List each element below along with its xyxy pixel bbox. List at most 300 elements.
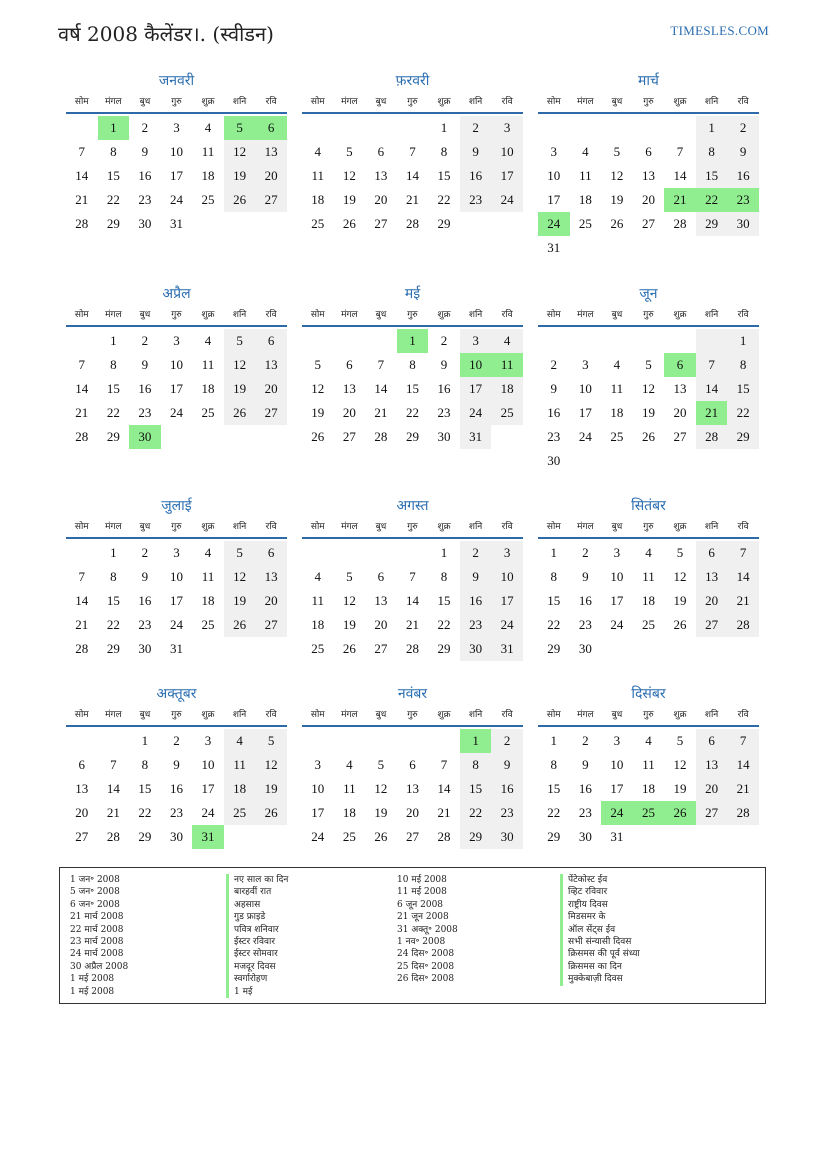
legend-entry: मुक्केबाज़ी दिवस bbox=[560, 973, 640, 985]
day-cell: 23 bbox=[547, 429, 561, 444]
day-cell: 13 bbox=[696, 565, 728, 589]
day-cell: 16 bbox=[138, 593, 152, 608]
empty-cell bbox=[334, 729, 366, 753]
day-cell: 2 bbox=[550, 357, 558, 372]
weekday-label: शनि bbox=[468, 522, 483, 532]
legend-entry: अहसास bbox=[226, 899, 288, 911]
day-cell: 25 bbox=[311, 216, 325, 231]
day-cell: 10 bbox=[201, 757, 215, 772]
day-grid bbox=[66, 729, 287, 849]
day-cell: 27 bbox=[255, 613, 287, 637]
day-cell: 11 bbox=[224, 753, 256, 777]
day-cell: 21 bbox=[374, 405, 388, 420]
day-cell: 29 bbox=[106, 641, 120, 656]
day-cell: 10 bbox=[169, 357, 183, 372]
day-cell: 7 bbox=[377, 357, 385, 372]
weekday-label: शनि bbox=[232, 97, 247, 107]
empty-cell bbox=[538, 329, 570, 353]
day-cell: 6 bbox=[377, 144, 385, 159]
day-cell: 13 bbox=[374, 168, 388, 183]
day-cell: 25 bbox=[201, 192, 215, 207]
day-cell: 30 bbox=[138, 641, 152, 656]
day-cell: 26 bbox=[224, 401, 256, 425]
day-cell: 6 bbox=[78, 757, 86, 772]
day-cell: 7 bbox=[727, 729, 759, 753]
day-cell: 14 bbox=[405, 168, 419, 183]
day-cell: 1 bbox=[696, 116, 728, 140]
day-cell: 18 bbox=[311, 617, 325, 632]
day-cell: 27 bbox=[641, 216, 655, 231]
day-cell: 22 bbox=[547, 805, 561, 820]
day-cell: 4 bbox=[491, 329, 523, 353]
day-cell: 22 bbox=[547, 617, 561, 632]
day-cell: 25 bbox=[224, 801, 256, 825]
day-cell: 3 bbox=[613, 733, 621, 748]
site-link[interactable]: TIMESLES.COM bbox=[670, 23, 769, 38]
day-grid bbox=[538, 729, 759, 849]
day-cell: 12 bbox=[311, 381, 325, 396]
day-grid bbox=[538, 541, 759, 661]
day-cell: 23 bbox=[460, 188, 492, 212]
day-cell: 21 bbox=[405, 192, 419, 207]
day-cell: 15 bbox=[727, 377, 759, 401]
empty-cell bbox=[66, 329, 98, 353]
weekday-label: रवि bbox=[737, 310, 749, 320]
day-cell: 15 bbox=[437, 168, 451, 183]
day-cell: 4 bbox=[204, 545, 212, 560]
empty-cell bbox=[66, 541, 98, 565]
weekday-label: सोम bbox=[310, 310, 325, 320]
month-calendar bbox=[538, 683, 759, 849]
holiday-day-cell: 11 bbox=[491, 353, 523, 377]
day-cell: 10 bbox=[169, 144, 183, 159]
holiday-day-cell: 26 bbox=[664, 801, 696, 825]
day-cell: 7 bbox=[409, 144, 416, 159]
weekday-label: बुध bbox=[375, 710, 387, 720]
day-cell: 26 bbox=[641, 429, 655, 444]
day-cell: 29 bbox=[405, 429, 419, 444]
day-cell: 7 bbox=[696, 353, 728, 377]
weekday-label: गुरु bbox=[643, 710, 654, 720]
day-cell: 28 bbox=[696, 425, 728, 449]
day-cell: 23 bbox=[169, 805, 183, 820]
day-cell: 31 bbox=[169, 641, 183, 656]
month-calendar bbox=[66, 683, 287, 849]
day-cell: 23 bbox=[138, 405, 152, 420]
day-cell: 12 bbox=[673, 757, 687, 772]
day-cell: 8 bbox=[141, 757, 149, 772]
day-cell: 13 bbox=[374, 593, 388, 608]
day-cell: 5 bbox=[645, 357, 652, 372]
day-cell: 5 bbox=[255, 729, 287, 753]
day-cell: 20 bbox=[696, 589, 728, 613]
legend-entry: 25 दिस॰ 2008 bbox=[397, 961, 455, 972]
day-cell: 3 bbox=[204, 733, 212, 748]
day-cell: 21 bbox=[405, 617, 419, 632]
day-cell: 25 bbox=[201, 405, 215, 420]
day-cell: 24 bbox=[610, 617, 624, 632]
weekday-label: रवि bbox=[265, 522, 277, 532]
day-cell: 28 bbox=[75, 216, 89, 231]
weekday-label: मंगल bbox=[105, 710, 122, 720]
empty-cell bbox=[334, 329, 366, 353]
day-cell: 5 bbox=[346, 569, 353, 584]
month-name: मार्च bbox=[638, 73, 659, 89]
day-cell: 28 bbox=[75, 641, 89, 656]
holiday-day-cell: 21 bbox=[664, 188, 696, 212]
day-cell: 24 bbox=[169, 617, 183, 632]
day-cell: 13 bbox=[696, 753, 728, 777]
empty-cell bbox=[570, 329, 602, 353]
day-cell: 27 bbox=[374, 641, 388, 656]
month-name: दिसंबर bbox=[631, 686, 666, 702]
day-cell: 11 bbox=[642, 757, 655, 772]
weekday-label: रवि bbox=[265, 97, 277, 107]
day-cell: 2 bbox=[141, 545, 149, 560]
day-cell: 18 bbox=[641, 781, 655, 796]
weekday-label: रवि bbox=[265, 310, 277, 320]
weekday-label: शनि bbox=[704, 97, 719, 107]
day-cell: 4 bbox=[204, 333, 212, 348]
day-cell: 25 bbox=[641, 617, 655, 632]
day-cell: 30 bbox=[437, 429, 451, 444]
day-cell: 6 bbox=[255, 541, 287, 565]
day-cell: 9 bbox=[550, 381, 558, 396]
day-cell: 14 bbox=[727, 753, 759, 777]
day-cell: 14 bbox=[75, 168, 89, 183]
weekday-label: रवि bbox=[501, 522, 513, 532]
day-cell: 28 bbox=[673, 216, 687, 231]
day-cell: 10 bbox=[610, 757, 624, 772]
day-cell: 2 bbox=[491, 729, 523, 753]
weekday-label: रवि bbox=[501, 710, 513, 720]
day-cell: 6 bbox=[377, 569, 385, 584]
day-cell: 9 bbox=[491, 753, 523, 777]
day-cell: 11 bbox=[579, 168, 592, 183]
day-cell: 2 bbox=[141, 333, 149, 348]
day-cell: 2 bbox=[582, 733, 589, 748]
legend-entry: पवित्र शनिवार bbox=[226, 924, 288, 936]
day-cell: 26 bbox=[342, 641, 356, 656]
weekday-label: रवि bbox=[737, 710, 749, 720]
empty-cell bbox=[365, 116, 397, 140]
weekday-label: रवि bbox=[737, 97, 749, 107]
empty-cell bbox=[664, 116, 696, 140]
day-cell: 29 bbox=[138, 829, 152, 844]
day-cell: 16 bbox=[727, 164, 759, 188]
month-calendar bbox=[302, 495, 523, 661]
day-cell: 4 bbox=[314, 144, 322, 159]
legend-entry: बारहवीं रात bbox=[226, 886, 288, 898]
weekday-label: बुध bbox=[139, 310, 151, 320]
empty-cell bbox=[98, 729, 130, 753]
weekday-label: बुध bbox=[375, 310, 387, 320]
day-cell: 7 bbox=[78, 357, 86, 372]
day-cell: 31 bbox=[491, 637, 523, 661]
day-cell: 17 bbox=[311, 805, 325, 820]
day-cell: 1 bbox=[550, 733, 558, 748]
day-cell: 1 bbox=[141, 733, 149, 748]
day-cell: 17 bbox=[491, 164, 523, 188]
day-cell: 5 bbox=[676, 733, 684, 748]
weekday-label: मंगल bbox=[341, 710, 358, 720]
day-cell: 17 bbox=[547, 192, 561, 207]
day-cell: 12 bbox=[342, 593, 356, 608]
empty-cell bbox=[428, 729, 460, 753]
day-cell: 26 bbox=[673, 617, 687, 632]
day-cell: 17 bbox=[491, 589, 523, 613]
day-cell: 26 bbox=[374, 829, 388, 844]
day-cell: 3 bbox=[173, 120, 180, 135]
day-cell: 5 bbox=[377, 757, 385, 772]
weekday-header bbox=[302, 517, 523, 539]
day-cell: 17 bbox=[460, 377, 492, 401]
day-cell: 27 bbox=[342, 429, 356, 444]
day-cell: 27 bbox=[696, 801, 728, 825]
day-cell: 12 bbox=[224, 353, 256, 377]
day-cell: 23 bbox=[578, 617, 592, 632]
day-cell: 28 bbox=[75, 429, 89, 444]
empty-cell bbox=[397, 729, 429, 753]
day-cell: 16 bbox=[460, 589, 492, 613]
day-grid bbox=[538, 329, 759, 473]
day-cell: 5 bbox=[224, 541, 256, 565]
legend-entry: 10 मई 2008 bbox=[397, 875, 447, 885]
day-cell: 28 bbox=[405, 641, 419, 656]
day-cell: 18 bbox=[578, 192, 592, 207]
weekday-header bbox=[66, 517, 287, 539]
legend-entry: राष्ट्रीय दिवस bbox=[560, 899, 640, 911]
day-cell: 26 bbox=[224, 188, 256, 212]
day-cell: 30 bbox=[578, 829, 592, 844]
day-cell: 3 bbox=[491, 116, 523, 140]
day-cell: 1 bbox=[440, 120, 448, 135]
empty-cell bbox=[365, 729, 397, 753]
day-cell: 7 bbox=[727, 541, 759, 565]
day-cell: 9 bbox=[141, 357, 149, 372]
holiday-day-cell: 1 bbox=[98, 116, 130, 140]
day-cell: 17 bbox=[169, 168, 183, 183]
weekday-label: शनि bbox=[232, 710, 247, 720]
day-cell: 3 bbox=[173, 333, 180, 348]
weekday-label: शुक्र bbox=[437, 97, 451, 107]
day-cell: 14 bbox=[437, 781, 451, 796]
legend-entry: स्वर्गारोहण bbox=[226, 973, 288, 985]
day-cell: 14 bbox=[405, 593, 419, 608]
weekday-header bbox=[538, 705, 759, 727]
day-cell: 25 bbox=[201, 617, 215, 632]
month-calendar bbox=[66, 70, 287, 236]
weekday-label: शनि bbox=[232, 522, 247, 532]
day-cell: 15 bbox=[138, 781, 152, 796]
day-cell: 12 bbox=[255, 753, 287, 777]
legend-col1-names bbox=[226, 874, 288, 998]
weekday-label: रवि bbox=[501, 97, 513, 107]
weekday-label: शनि bbox=[704, 522, 719, 532]
day-cell: 10 bbox=[491, 565, 523, 589]
day-cell: 16 bbox=[460, 164, 492, 188]
legend-entry: मजदूर दिवस bbox=[226, 961, 288, 973]
day-cell: 28 bbox=[727, 801, 759, 825]
day-cell: 27 bbox=[255, 188, 287, 212]
month-name: जून bbox=[639, 286, 658, 302]
day-cell: 17 bbox=[169, 593, 183, 608]
day-cell: 12 bbox=[374, 781, 388, 796]
weekday-label: शुक्र bbox=[673, 310, 687, 320]
legend-entry: ऑल सेंट्स ईव bbox=[560, 924, 640, 936]
weekday-label: सोम bbox=[546, 710, 561, 720]
legend-entry: नए साल का दिन bbox=[226, 874, 288, 886]
day-cell: 20 bbox=[342, 405, 356, 420]
day-cell: 17 bbox=[578, 405, 592, 420]
day-cell: 21 bbox=[437, 805, 451, 820]
day-cell: 16 bbox=[138, 381, 152, 396]
day-cell: 7 bbox=[78, 144, 86, 159]
legend-entry: 6 जन॰ 2008 bbox=[70, 899, 120, 910]
holiday-day-cell: 6 bbox=[255, 116, 287, 140]
day-cell: 18 bbox=[201, 168, 215, 183]
day-cell: 29 bbox=[547, 829, 561, 844]
day-cell: 9 bbox=[460, 565, 492, 589]
day-cell: 7 bbox=[110, 757, 117, 772]
day-cell: 29 bbox=[106, 216, 120, 231]
day-cell: 30 bbox=[727, 212, 759, 236]
day-cell: 14 bbox=[374, 381, 388, 396]
day-cell: 8 bbox=[110, 357, 117, 372]
day-cell: 20 bbox=[75, 805, 89, 820]
day-grid bbox=[66, 541, 287, 661]
weekday-label: सोम bbox=[310, 522, 325, 532]
day-cell: 9 bbox=[582, 569, 589, 584]
day-cell: 4 bbox=[582, 144, 589, 159]
day-cell: 2 bbox=[582, 545, 589, 560]
day-cell: 12 bbox=[224, 140, 256, 164]
day-cell: 19 bbox=[224, 589, 256, 613]
day-cell: 5 bbox=[676, 545, 684, 560]
day-cell: 2 bbox=[460, 116, 492, 140]
weekday-label: शुक्र bbox=[437, 310, 451, 320]
weekday-label: शुक्र bbox=[201, 310, 215, 320]
day-cell: 4 bbox=[346, 757, 353, 772]
day-cell: 15 bbox=[696, 164, 728, 188]
page-title: वर्ष 2008 कैलेंडर।. (स्वीडन) bbox=[58, 22, 274, 46]
day-cell: 26 bbox=[311, 429, 325, 444]
weekday-label: गुरु bbox=[171, 97, 182, 107]
day-cell: 22 bbox=[106, 192, 120, 207]
day-cell: 27 bbox=[405, 829, 419, 844]
weekday-label: गुरु bbox=[643, 522, 654, 532]
day-cell: 24 bbox=[169, 192, 183, 207]
day-cell: 7 bbox=[409, 569, 416, 584]
day-cell: 16 bbox=[578, 593, 592, 608]
day-cell: 29 bbox=[437, 641, 451, 656]
holiday-day-cell: 5 bbox=[224, 116, 256, 140]
day-cell: 15 bbox=[106, 168, 120, 183]
day-cell: 2 bbox=[727, 116, 759, 140]
month-name: मई bbox=[404, 286, 421, 302]
legend-entry: क्रिसमस का दिन bbox=[560, 961, 640, 973]
holiday-day-cell: 23 bbox=[727, 188, 759, 212]
day-grid bbox=[538, 116, 759, 260]
day-cell: 9 bbox=[582, 757, 589, 772]
day-cell: 11 bbox=[343, 781, 356, 796]
day-cell: 19 bbox=[342, 617, 356, 632]
weekday-label: बुध bbox=[139, 522, 151, 532]
day-cell: 8 bbox=[110, 569, 117, 584]
day-grid bbox=[66, 116, 287, 236]
legend-col1-dates bbox=[70, 874, 128, 998]
legend-entry: 1 जन॰ 2008 bbox=[70, 875, 120, 885]
day-cell: 20 bbox=[696, 777, 728, 801]
day-cell: 3 bbox=[491, 541, 523, 565]
month-calendar bbox=[302, 283, 523, 449]
weekday-label: मंगल bbox=[105, 522, 122, 532]
legend-entry: 11 मई 2008 bbox=[397, 887, 447, 898]
day-cell: 30 bbox=[169, 829, 183, 844]
legend-entry: 1 नव॰ 2008 bbox=[397, 937, 446, 948]
weekday-label: सोम bbox=[74, 522, 89, 532]
day-cell: 14 bbox=[696, 377, 728, 401]
day-cell: 28 bbox=[405, 216, 419, 231]
month-calendar bbox=[302, 70, 523, 236]
day-cell: 12 bbox=[641, 381, 655, 396]
weekday-label: शुक्र bbox=[673, 97, 687, 107]
day-cell: 15 bbox=[460, 777, 492, 801]
weekday-label: सोम bbox=[546, 522, 561, 532]
day-cell: 1 bbox=[550, 545, 558, 560]
day-cell: 16 bbox=[169, 781, 183, 796]
day-cell: 14 bbox=[106, 781, 120, 796]
day-cell: 26 bbox=[610, 216, 624, 231]
day-cell: 1 bbox=[727, 329, 759, 353]
empty-cell bbox=[570, 116, 602, 140]
day-cell: 7 bbox=[440, 757, 448, 772]
day-cell: 15 bbox=[106, 593, 120, 608]
day-cell: 22 bbox=[727, 401, 759, 425]
weekday-label: शुक्र bbox=[673, 522, 687, 532]
day-cell: 13 bbox=[641, 168, 655, 183]
empty-cell bbox=[397, 541, 429, 565]
day-grid bbox=[302, 541, 523, 661]
legend-entry: सभी संन्यासी दिवस bbox=[560, 936, 640, 948]
day-cell: 4 bbox=[613, 357, 621, 372]
weekday-label: शनि bbox=[468, 97, 483, 107]
empty-cell bbox=[397, 116, 429, 140]
day-cell: 11 bbox=[311, 168, 325, 183]
day-cell: 10 bbox=[578, 381, 592, 396]
empty-cell bbox=[664, 329, 696, 353]
day-cell: 28 bbox=[437, 829, 451, 844]
day-cell: 9 bbox=[440, 357, 448, 372]
weekday-header bbox=[66, 92, 287, 114]
weekday-label: शनि bbox=[704, 710, 719, 720]
legend-entry: ईस्टर रविवार bbox=[226, 936, 288, 948]
holiday-day-cell: 10 bbox=[460, 353, 492, 377]
day-cell: 11 bbox=[201, 569, 215, 584]
weekday-label: गुरु bbox=[407, 522, 418, 532]
day-cell: 5 bbox=[346, 144, 353, 159]
weekday-label: शुक्र bbox=[201, 522, 215, 532]
day-cell: 25 bbox=[311, 641, 325, 656]
day-cell: 29 bbox=[727, 425, 759, 449]
day-cell: 20 bbox=[374, 617, 388, 632]
day-cell: 16 bbox=[138, 168, 152, 183]
day-cell: 8 bbox=[696, 140, 728, 164]
day-cell: 27 bbox=[75, 829, 89, 844]
day-cell: 13 bbox=[673, 381, 687, 396]
empty-cell bbox=[601, 116, 633, 140]
day-cell: 23 bbox=[491, 801, 523, 825]
